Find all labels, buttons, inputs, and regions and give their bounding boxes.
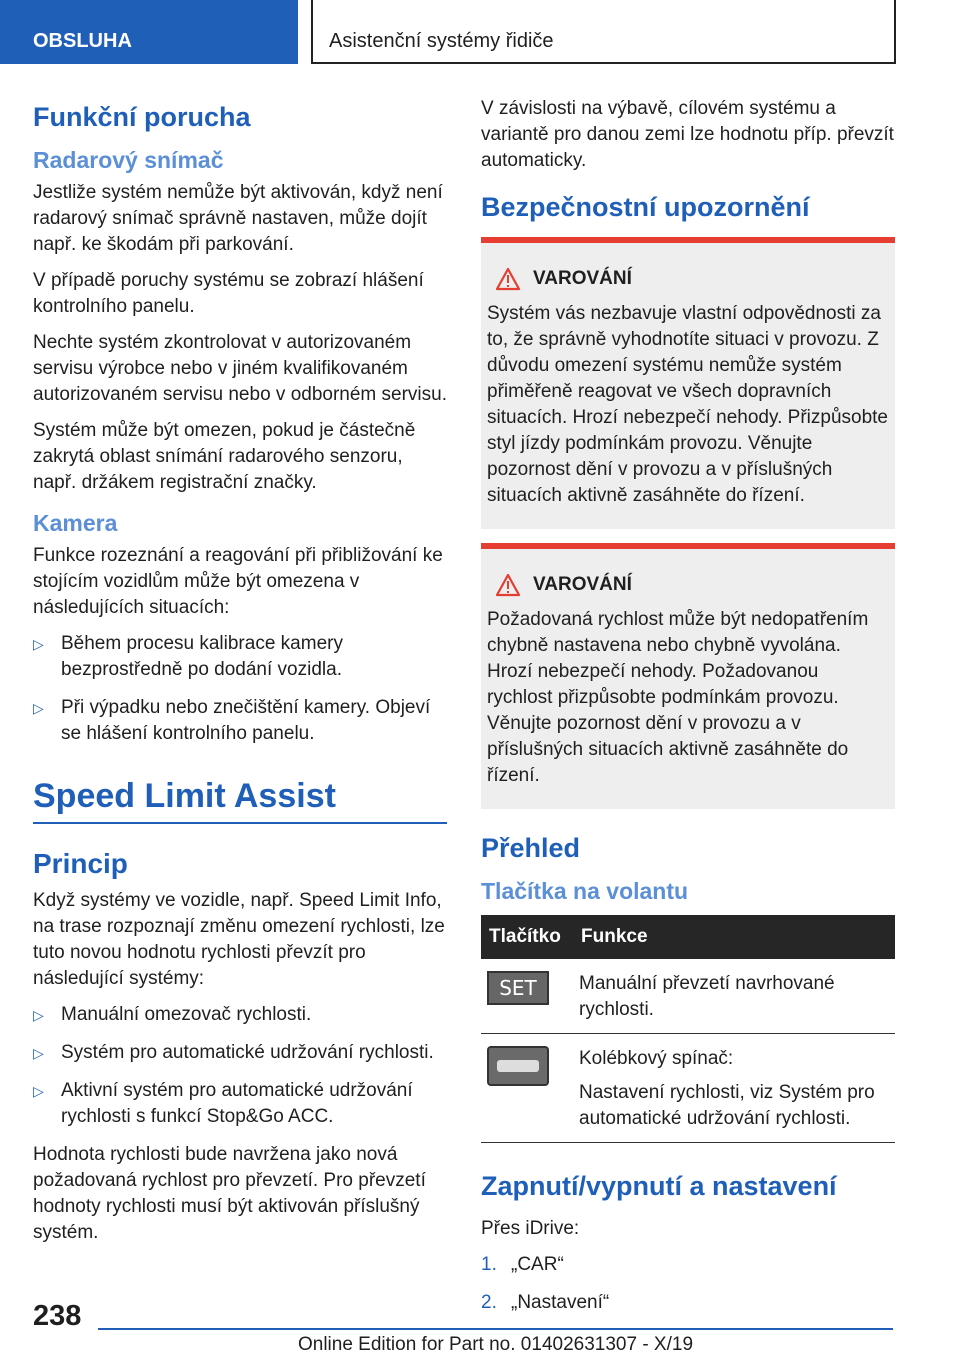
set-button-icon: SET [487, 971, 549, 1005]
footer-edition: Online Edition for Part no. 01402631307 - X/19 [297, 1334, 694, 1355]
list-item: 2. „Nastavení“ [481, 1290, 895, 1316]
paragraph: Funkce rozeznání a reagování při přibližování ke stojícím vozidlům může být omezena v následujících situacích: [33, 545, 443, 618]
heading-princip: Princip [33, 848, 128, 879]
triangle-bullet-icon: ▷ [33, 1007, 44, 1023]
warning-triangle-icon [495, 267, 521, 291]
warning-title: VAROVÁNÍ [533, 268, 632, 289]
list-item: ▷ Manuální omezovač rychlosti. [33, 1002, 447, 1028]
warning-header [495, 267, 889, 291]
table-row [481, 959, 895, 1034]
triangle-bullet-icon: ▷ [33, 636, 44, 652]
list-item: ▷ Při výpadku nebo znečištění kamery. Objeví se hlášení kontrolního panelu. [33, 697, 431, 744]
warning-box [481, 237, 895, 529]
heading-speed-limit-assist: Speed Limit Assist [33, 777, 447, 824]
step-number: 1. [481, 1254, 497, 1275]
heading-camera: Kamera [33, 510, 118, 536]
steps-list [481, 1252, 895, 1316]
table-cell [481, 959, 573, 1034]
table-cell: Manuální převzetí navrhované rychlosti. [573, 959, 895, 1034]
paragraph: Hodnota rychlosti bude navržena jako nová požadovaná rychlost pro převzetí. Pro převzetí hodnoty rychlosti musí být aktivován příslušný systém. [33, 1144, 426, 1243]
left-column [33, 96, 447, 1256]
warning-triangle-icon [495, 573, 521, 597]
list-item: ▷ Systém pro automatické udržování rychlosti. [33, 1040, 447, 1066]
warning-box [481, 543, 895, 809]
list-item: ▷ Aktivní systém pro automatické udržování rychlosti s funkcí Stop&Go ACC. [33, 1080, 413, 1127]
right-column [481, 96, 895, 1328]
step-number: 2. [481, 1292, 497, 1313]
chapter-title: Asistenční systémy řidiče [311, 0, 896, 64]
footer-divider [98, 1328, 893, 1330]
function-text: Nastavení rychlosti, viz Systém pro automatické udržování rychlosti. [579, 1082, 875, 1129]
heading-safety: Bezpečnostní upozornění [481, 192, 810, 222]
section-tab: OBSLUHA [0, 0, 298, 64]
heading-overview: Přehled [481, 833, 581, 863]
paragraph: V závislosti na výbavě, cílovém systému a variantě pro danou zemi lze hodnotu příp. převzít automaticky. [481, 98, 894, 171]
triangle-bullet-icon: ▷ [33, 700, 44, 716]
paragraph: Nechte systém zkontrolovat v autorizovaném servisu výrobce nebo v jiném kvalifikovaném autorizovaném servisu nebo v odborném servisu. [33, 332, 447, 405]
heading-buttons: Tlačítka na volantu [481, 878, 689, 904]
rocker-switch-icon [487, 1046, 549, 1086]
table-cell [481, 1034, 573, 1143]
column-header: Tlačítko [481, 915, 573, 959]
princip-list [33, 1002, 447, 1130]
warning-text: Požadovaná rychlost může být nedopatřením chybně nastavena nebo chybně vyvolána. Hrozí nebezpečí nehody. Požadovanou rychlost přizpůsobte podmínkám provozu. Věnujte pozornost dění v provozu a v příslušných situacích aktivně zasáhněte do řízení. [487, 609, 869, 786]
table-header-row [481, 915, 895, 959]
page-number: 238 [33, 1300, 82, 1332]
camera-list [33, 631, 447, 747]
paragraph: Když systémy ve vozidle, např. Speed Limit Info, na trase rozpoznají změnu omezení rychlosti, lze tuto novou hodnotu rychlosti převzít pro následující systémy: [33, 890, 445, 989]
list-item: ▷ Během procesu kalibrace kamery bezprostředně po dodání vozidla. [33, 633, 343, 680]
heading-on-off: Zapnutí/vypnutí a nastavení [481, 1171, 837, 1201]
warning-text: Systém vás nezbavuje vlastní odpovědnosti za to, že správně vyhodnotíte situaci v provozu. Z důvodu omezení systému nemůže systém přiměřeně reagovat ve všech dopravních situacích. Hrozí nebezpečí nehody. Přizpůsobte styl jízdy podmínkám provozu. Věnujte pozornost dění v provozu a v příslušných situacích aktivně zasáhněte do řízení. [487, 303, 888, 506]
warning-title: VAROVÁNÍ [533, 574, 632, 595]
table-row [481, 1034, 895, 1143]
buttons-table [481, 915, 895, 1143]
table-cell [573, 1034, 895, 1143]
heading-radar: Radarový snímač [33, 147, 224, 173]
paragraph: Jestliže systém nemůže být aktivován, když není radarový snímač správně nastaven, může dojít např. ke škodám při parkování. [33, 182, 443, 255]
list-item: 1. „CAR“ [481, 1252, 895, 1278]
heading-fault: Funkční porucha [33, 102, 251, 132]
function-label: Kolébkový spínač: [579, 1048, 734, 1069]
paragraph: V případě poruchy systému se zobrazí hlášení kontrolního panelu. [33, 270, 424, 317]
paragraph: Přes iDrive: [481, 1218, 580, 1239]
paragraph: Systém může být omezen, pokud je částečně zakrytá oblast snímání radarového senzoru, např. držákem registrační značky. [33, 420, 416, 493]
triangle-bullet-icon: ▷ [33, 1045, 44, 1061]
warning-header [495, 573, 889, 597]
column-header: Funkce [573, 915, 895, 959]
triangle-bullet-icon: ▷ [33, 1083, 44, 1099]
